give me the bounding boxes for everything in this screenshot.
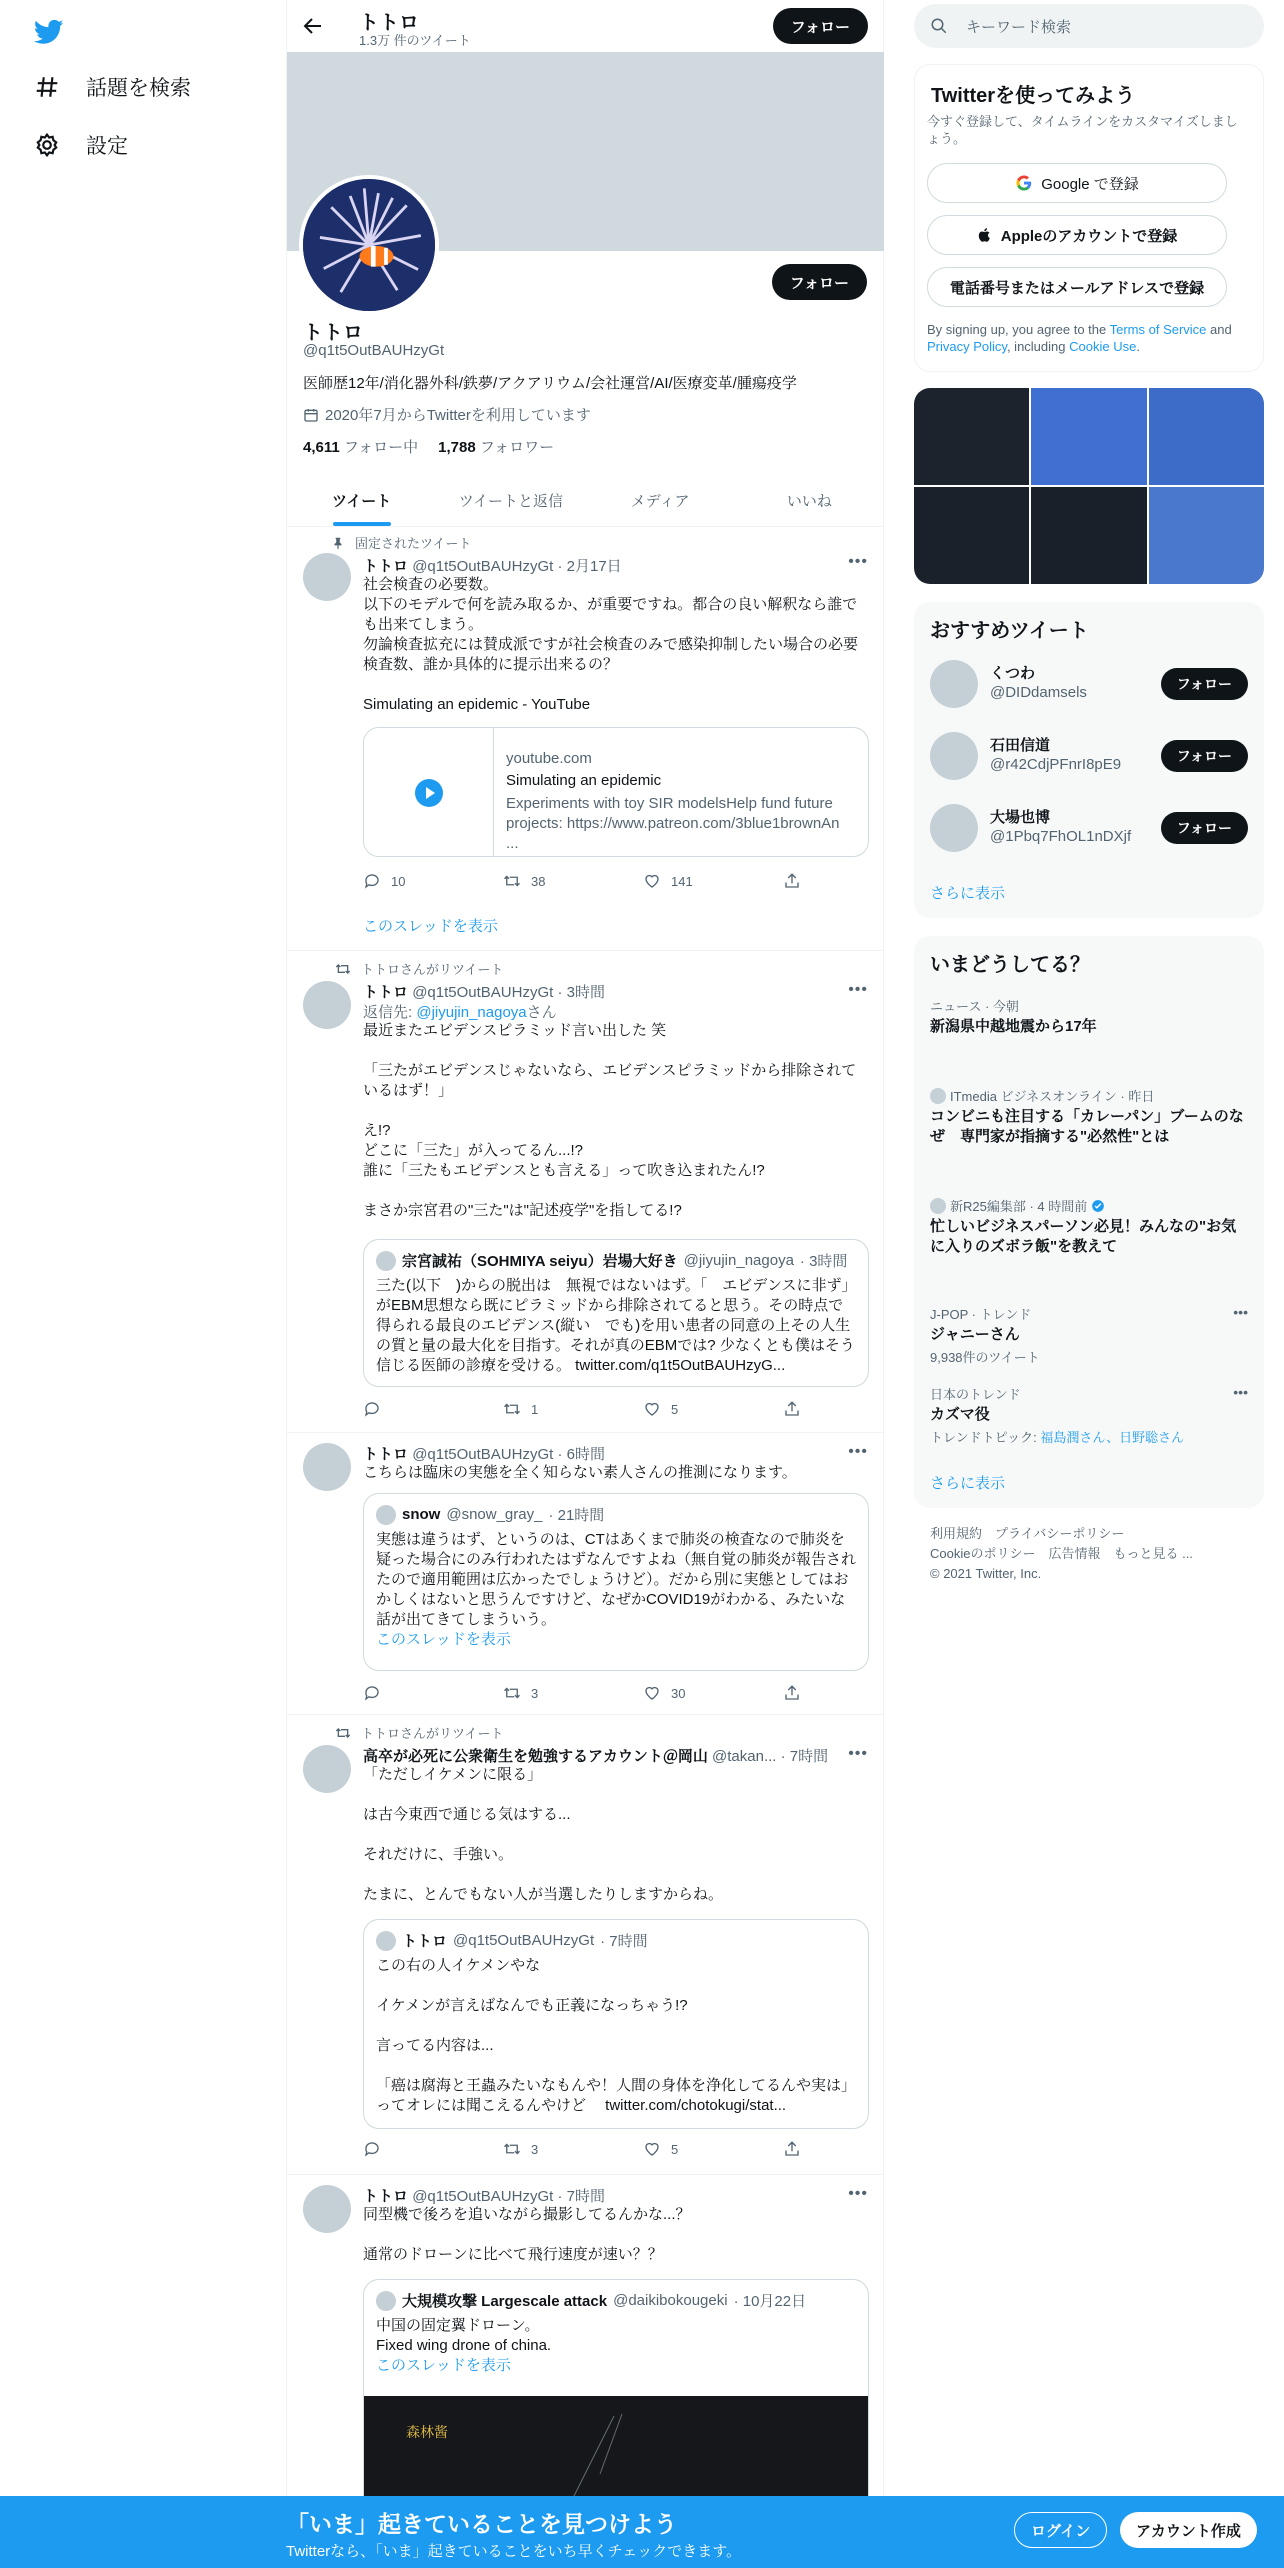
link-card-title: Simulating an epidemic [506, 772, 662, 789]
google-signup-label: Google で登録 [1041, 175, 1139, 193]
retweet-label-text: トトロさんがリツイート [361, 1726, 504, 1741]
trend-context-text: ITmedia ビジネスオンライン · 昨日 [950, 1089, 1155, 1104]
recommend-title: おすすめツイート [930, 620, 1089, 642]
tweet-avatar[interactable] [303, 1745, 351, 1793]
retweet-button[interactable] [503, 2139, 613, 2159]
profile-media-grid [914, 388, 1264, 584]
share-button[interactable] [783, 1399, 803, 1419]
tweet-text: 「ただしイケメンに限る」 は古今東西で通じる気はする... それだけに、手強い。 たまに、とんでもない人が当選したりしますからね。 [363, 1766, 724, 1903]
quoted-tweet-header [376, 1504, 604, 1525]
media-thumb[interactable] [914, 388, 1029, 485]
pinned-label [331, 533, 471, 552]
profile-name: トトロ [303, 322, 363, 344]
source-avatar [930, 1088, 946, 1104]
bottom-signup-bar [0, 2496, 1284, 2568]
following-stat[interactable] [303, 436, 418, 457]
reply-to-handle[interactable]: @jiyujin_nagoya [416, 1004, 527, 1021]
reply-icon [363, 1400, 381, 1418]
tweet-time[interactable]: · 6時間 [557, 1446, 605, 1463]
reply-icon [363, 1684, 381, 1702]
retweet-label-text: トトロさんがリツイート [361, 962, 504, 977]
terms-of-service-link[interactable]: Terms of Service [1109, 322, 1207, 337]
bottom-bar-subtitle: Twitterなら、「いま」起きていることをいち早くチェックできます。 [286, 2543, 742, 2560]
footer-copyright: © 2021 Twitter, Inc. [930, 1566, 1042, 1581]
quoted-tweet-header [376, 1250, 847, 1271]
retweet-icon [503, 1684, 521, 1702]
recommended-follow-button[interactable]: フォロー [1161, 668, 1248, 700]
verified-badge-icon [1091, 1199, 1105, 1213]
tweet-avatar[interactable] [303, 1443, 351, 1491]
quoted-author-name: トトロ [402, 1933, 448, 1950]
share-button[interactable] [783, 1683, 803, 1703]
profile-avatar[interactable] [299, 175, 439, 315]
recommended-user-avatar [930, 660, 978, 708]
quoted-tweet[interactable] [363, 1239, 869, 1387]
quoted-time: · 7時間 [600, 1933, 648, 1950]
profile-joined [303, 404, 591, 425]
reply-count: 10 [391, 873, 406, 889]
tweet-author-name[interactable]: トトロ [363, 558, 409, 575]
trend-title: 忙しいビジネスパーソン必見！みんなの"お気に入りのズボラ飯"を教えて [930, 1218, 1237, 1255]
quoted-author-name: snow [402, 1506, 441, 1523]
recommended-user-handle: @r42CdjPFnrI8pE9 [990, 756, 1122, 773]
link-card-domain: youtube.com [506, 750, 592, 767]
phone-email-signup-button[interactable]: 電話番号またはメールアドレスで登録 [927, 267, 1227, 307]
recommended-user[interactable] [930, 726, 1248, 786]
quoted-text: 中国の固定翼ドローン。 Fixed wing drone of china. [376, 2317, 552, 2354]
tweet-author-handle[interactable]: @q1t5OutBAUHzyGt [412, 1446, 554, 1463]
reply-to-label: 返信先: [363, 1004, 417, 1021]
tweet-time[interactable]: · 2月17日 [557, 558, 622, 575]
share-icon [783, 1400, 801, 1418]
tab-tweets[interactable]: ツイート [287, 474, 436, 526]
following-count: 4,611 [303, 439, 340, 456]
media-thumb[interactable] [1149, 487, 1264, 584]
reply-button[interactable] [363, 871, 473, 891]
share-button[interactable] [783, 2139, 803, 2159]
tweet[interactable] [287, 2175, 884, 2496]
trend-context [930, 1086, 1248, 1105]
tweet-author-handle[interactable]: @q1t5OutBAUHzyGt [412, 2188, 554, 2205]
quoted-text: 三た(以下 )からの脱出は 無視ではないはず。「 エビデンスに非ず」がEBM思想なら既にピラミッドから排除されてると思う。その時点で得られる最良のエビデンス(縦い でも)を用い患者の同意の上その人生の質と量の最大化を目指す。それが真のEBMでは? 少なくとも僕はそう信じる医師の診療を受ける。 twitter.com/q1t5OutBAUHzyG... [376, 1277, 855, 1374]
retweet-icon [503, 1400, 521, 1418]
quoted-text: 実態は違うはず、というのは、CTはあくまで肺炎の検査なので肺炎を疑った場合にのみ行われたはずなんですよね（無自覚の肺炎が報告されたので適用範囲は広かったでしょうけど）。だから別に実態としてはおかしくはないと思うんですけど、なぜかCOVID19がわかる、みたいな話が出てきてしまういう。 [376, 1531, 857, 1628]
like-button[interactable] [643, 2139, 753, 2159]
tweet-avatar[interactable] [303, 553, 351, 601]
recommended-user-name: 石田信道 [990, 737, 1051, 754]
quoted-text: この右の人イケメンやな イケメンが言えばなんでも正義になっちゃう!? 言ってる内容は... 「癌は腐海と王蟲みたいなもんや！人間の身体を浄化してるんや実は」ってオレには聞こえるんやけど twitter.com/chotokugi/stat... [376, 1957, 857, 2114]
nav-explore-label: 話題を検索 [86, 77, 191, 100]
like-count: 141 [671, 873, 693, 889]
tweet[interactable] [287, 951, 884, 1433]
heart-icon [643, 872, 661, 890]
trend-item[interactable] [930, 1304, 1248, 1366]
trend-title: ジャニーさん [930, 1326, 1020, 1343]
gear-icon [34, 132, 60, 158]
terms-prefix: By signing up, you agree to the [927, 322, 1110, 337]
profile-tabs [287, 474, 884, 527]
video-caption: 森林酱 [406, 2424, 448, 2440]
more-options-icon[interactable]: ••• [848, 1745, 868, 1762]
more-options-icon[interactable]: ••• [848, 553, 868, 570]
trend-topic [930, 1427, 1248, 1446]
trend-title: コンビニも注目する「カレーパン」ブームのなぜ 専門家が指摘する"必然性"とは [930, 1108, 1244, 1145]
tweet[interactable] [287, 1433, 884, 1715]
quoted-author-name: 宗宮誠祐（SOHMIYA seiyu）岩場大好き [402, 1253, 678, 1270]
recommended-user-handle: @1Pbq7FhOL1nDXjf [990, 828, 1132, 845]
left-nav [0, 0, 286, 2568]
tweet-text: 社会検査の必要数。 以下のモデルで何を読み取るか、が重要ですね。都合の良い解釈なら誰でも出来てしまう。 勿論検査拡充には賛成派ですが社会検査のみで感染抑制したい場合の必要検査数、誰か具体的に提示出来るの？ Simulating an epidemic - YouTube [363, 576, 859, 713]
retweet-icon [503, 2140, 521, 2158]
trend-context: J-POP · トレンド [930, 1307, 1032, 1322]
retweet-button[interactable] [503, 871, 613, 891]
following-label: フォロー中 [343, 439, 419, 456]
profile-header-bar [287, 0, 884, 52]
tweet-header [363, 2185, 605, 2206]
trends-title: いまどうしてる？ [930, 954, 1090, 976]
tweet-actions [363, 1399, 803, 1419]
share-button[interactable] [783, 871, 803, 891]
recommended-user-avatar [930, 732, 978, 780]
like-button[interactable] [643, 1683, 753, 1703]
more-options-icon[interactable]: ••• [848, 2185, 868, 2202]
tweet-avatar[interactable] [303, 2185, 351, 2233]
back-arrow-icon[interactable] [301, 14, 325, 38]
retweet-count: 38 [531, 873, 546, 889]
followers-stat[interactable] [438, 436, 554, 457]
reply-to-suffix: さん [526, 1004, 557, 1021]
tweet-author-name[interactable]: トトロ [363, 1446, 409, 1463]
bottom-bar-title: 「いま」起きていることを見つけよう [286, 2511, 677, 2537]
tweet-author-handle[interactable]: @q1t5OutBAUHzyGt [412, 558, 554, 575]
trend-topic-label: トレンドトピック: [930, 1430, 1041, 1445]
trend-context-text: 新R25編集部 · 4 時間前 [950, 1199, 1088, 1214]
trends-show-more[interactable]: さらに表示 [930, 1475, 1006, 1492]
signup-subtitle: 今すぐ登録して、タイムラインをカスタマイズしましょう。 [927, 114, 1238, 146]
tweet-header [363, 1745, 828, 1766]
trend-context: ニュース · 今朝 [930, 999, 1019, 1014]
recommended-user-name: 大場也博 [990, 809, 1051, 826]
heart-icon [643, 1684, 661, 1702]
quoted-author-name: 大規模攻撃 Largescale attack [402, 2293, 608, 2310]
quoted-show-thread-link[interactable]: このスレッドを表示 [376, 1631, 511, 1648]
show-thread-link[interactable]: このスレッドを表示 [363, 918, 498, 935]
retweet-count: 3 [531, 2141, 539, 2157]
tweet-actions [363, 1683, 803, 1703]
share-icon [783, 2140, 801, 2158]
recommended-follow-button[interactable]: フォロー [1161, 812, 1248, 844]
tweet-actions [363, 2139, 803, 2159]
reply-button[interactable] [363, 1683, 473, 1703]
retweet-small-icon [335, 1725, 351, 1741]
quoted-show-thread-link[interactable]: このスレッドを表示 [376, 2357, 511, 2374]
tweet-text: こちらは臨床の実態を全く知らない素人さんの推測になります。 [363, 1464, 797, 1481]
nav-settings-label: 設定 [86, 135, 128, 158]
followers-count: 1,788 [438, 439, 476, 456]
quoted-avatar [376, 2291, 396, 2311]
apple-signup-button[interactable] [927, 215, 1227, 255]
quoted-tweet[interactable] [363, 2279, 869, 2519]
quoted-author-handle: @q1t5OutBAUHzyGt [453, 1932, 595, 1949]
tweet-header [363, 555, 622, 576]
link-card-description: Experiments with toy SIR modelsHelp fund future projects: https://www.patreon.com/3blue1brownAn ... [506, 795, 840, 852]
header-tweet-count: 1.3万 件のツイート [359, 33, 471, 48]
signup-button[interactable]: アカウント作成 [1120, 2512, 1257, 2548]
recommended-user[interactable] [930, 798, 1248, 858]
quoted-avatar [376, 1251, 396, 1271]
reply-button[interactable] [363, 2139, 473, 2159]
terms-and: and [1206, 322, 1232, 337]
main-column [286, 0, 884, 2568]
google-icon [1015, 174, 1033, 192]
apple-signup-label: Appleのアカウントで登録 [1000, 227, 1178, 245]
quoted-avatar [376, 1931, 396, 1951]
tab-likes[interactable]: いいね [786, 492, 832, 510]
quoted-time: · 21時間 [548, 1507, 605, 1524]
tweet-avatar[interactable] [303, 981, 351, 1029]
media-thumb[interactable] [1031, 388, 1146, 485]
profile-handle: @q1t5OutBAUHzyGt [303, 342, 445, 359]
calendar-icon [303, 407, 319, 423]
more-options-icon[interactable]: ••• [848, 1443, 868, 1460]
search-box[interactable] [914, 4, 1264, 48]
google-signup-button[interactable] [927, 163, 1227, 203]
quoted-avatar [376, 1505, 396, 1525]
terms-end: . [1136, 339, 1140, 354]
quoted-author-handle: @daikibokougeki [613, 2292, 728, 2309]
play-icon [414, 778, 444, 808]
terms-including: , including [1006, 339, 1070, 354]
trend-item[interactable] [930, 996, 1248, 1037]
signup-terms [927, 321, 1253, 355]
tweet-actions [363, 871, 803, 891]
trends-card [914, 936, 1264, 1508]
tweet-text: 最近またエビデンスピラミッド言い出した 笑 「三たがエビデンスじゃないなら、エビデンスピラミッドから排除されているはず！」 え!? どこに「三た」が入ってるん...!? 誰に「三たもエビデンスとも言える」って吹き込まれたん!? まさか宗宮君の"三た"は"記述疫学"を指してる!? [363, 1022, 857, 1219]
trend-item[interactable] [930, 1086, 1248, 1147]
share-icon [783, 1684, 801, 1702]
retweet-count: 3 [531, 1685, 539, 1701]
recommend-card [914, 602, 1264, 918]
like-count: 5 [671, 1401, 679, 1417]
trend-context: 日本のトレンド [930, 1387, 1021, 1402]
trend-title: 新潟県中越地震から17年 [930, 1018, 1097, 1035]
quoted-tweet-header [376, 2290, 806, 2311]
tweet-author-name[interactable]: 高卒が必死に公衆衛生を勉強するアカウント＠岡山 [363, 1748, 708, 1765]
trend-more-icon[interactable]: ••• [1233, 1304, 1248, 1320]
reply-button[interactable] [363, 1399, 473, 1419]
quoted-author-handle: @snow_gray_ [446, 1506, 543, 1523]
tweet-author-handle[interactable]: @q1t5OutBAUHzyGt [412, 984, 554, 1001]
retweet-button[interactable] [503, 1683, 613, 1703]
more-options-icon[interactable]: ••• [848, 981, 868, 998]
search-icon [930, 17, 948, 35]
share-icon [783, 872, 801, 890]
tweet-author-name[interactable]: トトロ [363, 2188, 409, 2205]
link-card-thumbnail [364, 728, 494, 857]
tweet-time[interactable]: · 7時間 [780, 1748, 829, 1765]
tab-tweets-and-replies[interactable]: ツイートと返信 [458, 492, 563, 510]
heart-icon [643, 2140, 661, 2158]
tweet[interactable] [287, 527, 884, 951]
reply-icon [363, 2140, 381, 2158]
nav-settings[interactable] [34, 130, 128, 160]
cookie-use-link[interactable]: Cookie Use [1069, 339, 1137, 354]
tweet-header [363, 1443, 605, 1464]
recommended-user-name: くつわ [990, 665, 1036, 682]
reply-to [363, 1001, 557, 1022]
trend-item[interactable] [930, 1384, 1248, 1446]
retweet-icon [503, 872, 521, 890]
recommend-show-more[interactable]: さらに表示 [930, 885, 1006, 902]
like-button[interactable] [643, 1399, 753, 1419]
login-button[interactable]: ログイン [1014, 2512, 1107, 2548]
recommended-user-handle: @DIDdamsels [990, 684, 1087, 701]
header-follow-button[interactable]: フォロー [773, 8, 868, 44]
profile-follow-button[interactable]: フォロー [772, 264, 867, 300]
quoted-author-handle: @jiyujin_nagoya [683, 1252, 794, 1269]
media-thumb[interactable] [1149, 388, 1264, 485]
tweet[interactable] [287, 1715, 884, 2175]
trend-title: カズマ役 [930, 1406, 990, 1423]
recommended-user[interactable] [930, 654, 1248, 714]
trend-more-icon[interactable]: ••• [1233, 1384, 1248, 1400]
tweet-text: 同型機で後ろを追いながら撮影してるんかな...？ 通常のドローンに比べて飛行速度が速い？？ [363, 2206, 691, 2263]
quoted-time: · 3時間 [799, 1253, 848, 1270]
trend-context [930, 1196, 1248, 1215]
tweet-time[interactable]: · 7時間 [557, 2188, 605, 2205]
profile-bio: 医師歴12年/消化器外科/鉄夢/アクアリウム/会社運営/AI/医療変革/腫瘍疫学 [303, 375, 797, 392]
quoted-tweet[interactable] [363, 1919, 869, 2129]
tweet-time[interactable]: · 3時間 [557, 984, 605, 1001]
like-count: 5 [671, 2141, 679, 2157]
quoted-tweet-header [376, 1930, 648, 1951]
source-avatar [930, 1198, 946, 1214]
apple-icon [977, 226, 993, 244]
retweet-button[interactable] [503, 1399, 613, 1419]
profile-stats [303, 436, 554, 457]
privacy-policy-link[interactable]: Privacy Policy [927, 339, 1007, 354]
pinned-text: 固定されたツイート [355, 536, 472, 551]
trend-item[interactable] [930, 1196, 1248, 1257]
tab-media[interactable]: メディア [630, 492, 690, 510]
retweet-count: 1 [531, 1401, 539, 1417]
recommended-user-avatar [930, 804, 978, 852]
retweet-label [335, 959, 503, 978]
footer-line-1[interactable]: 利用規約 プライバシーポリシー [930, 1526, 1125, 1541]
search-input[interactable]: キーワード検索 [966, 18, 1072, 36]
footer-links [930, 1524, 1193, 1584]
followers-label: フォロワー [479, 439, 555, 456]
recommended-follow-button[interactable]: フォロー [1161, 740, 1248, 772]
trend-topic-links[interactable]: 福島潤さん、日野聡さん [1040, 1430, 1185, 1445]
quoted-tweet[interactable] [363, 1493, 869, 1671]
like-count: 30 [671, 1685, 686, 1701]
like-button[interactable] [643, 871, 753, 891]
reply-icon [363, 872, 381, 890]
signup-title: Twitterを使ってみよう [931, 85, 1136, 107]
footer-line-2[interactable]: Cookieのポリシー 広告情報 もっと見る ... [930, 1546, 1193, 1561]
profile-joined-text: 2020年7月からTwitterを利用しています [325, 407, 591, 424]
signup-card [914, 64, 1264, 372]
retweet-small-icon [335, 961, 351, 977]
pin-icon [331, 536, 345, 550]
tweet-header [363, 981, 605, 1002]
hashtag-icon [34, 74, 60, 100]
header-profile-name: トトロ [359, 12, 419, 34]
media-thumb[interactable] [914, 487, 1029, 584]
quoted-time: · 10月22日 [733, 2293, 807, 2310]
retweet-label [335, 1723, 503, 1742]
tweet-author-handle[interactable]: @takan... [712, 1748, 777, 1765]
nav-explore[interactable] [34, 72, 191, 102]
twitter-logo-icon[interactable] [34, 16, 64, 46]
tweet-author-name[interactable]: トトロ [363, 984, 409, 1001]
right-sidebar [914, 0, 1264, 2568]
media-thumb[interactable] [1031, 487, 1146, 584]
trend-tweet-count: 9,938件のツイート [930, 1350, 1040, 1365]
link-card[interactable] [363, 727, 869, 857]
heart-icon [643, 1400, 661, 1418]
